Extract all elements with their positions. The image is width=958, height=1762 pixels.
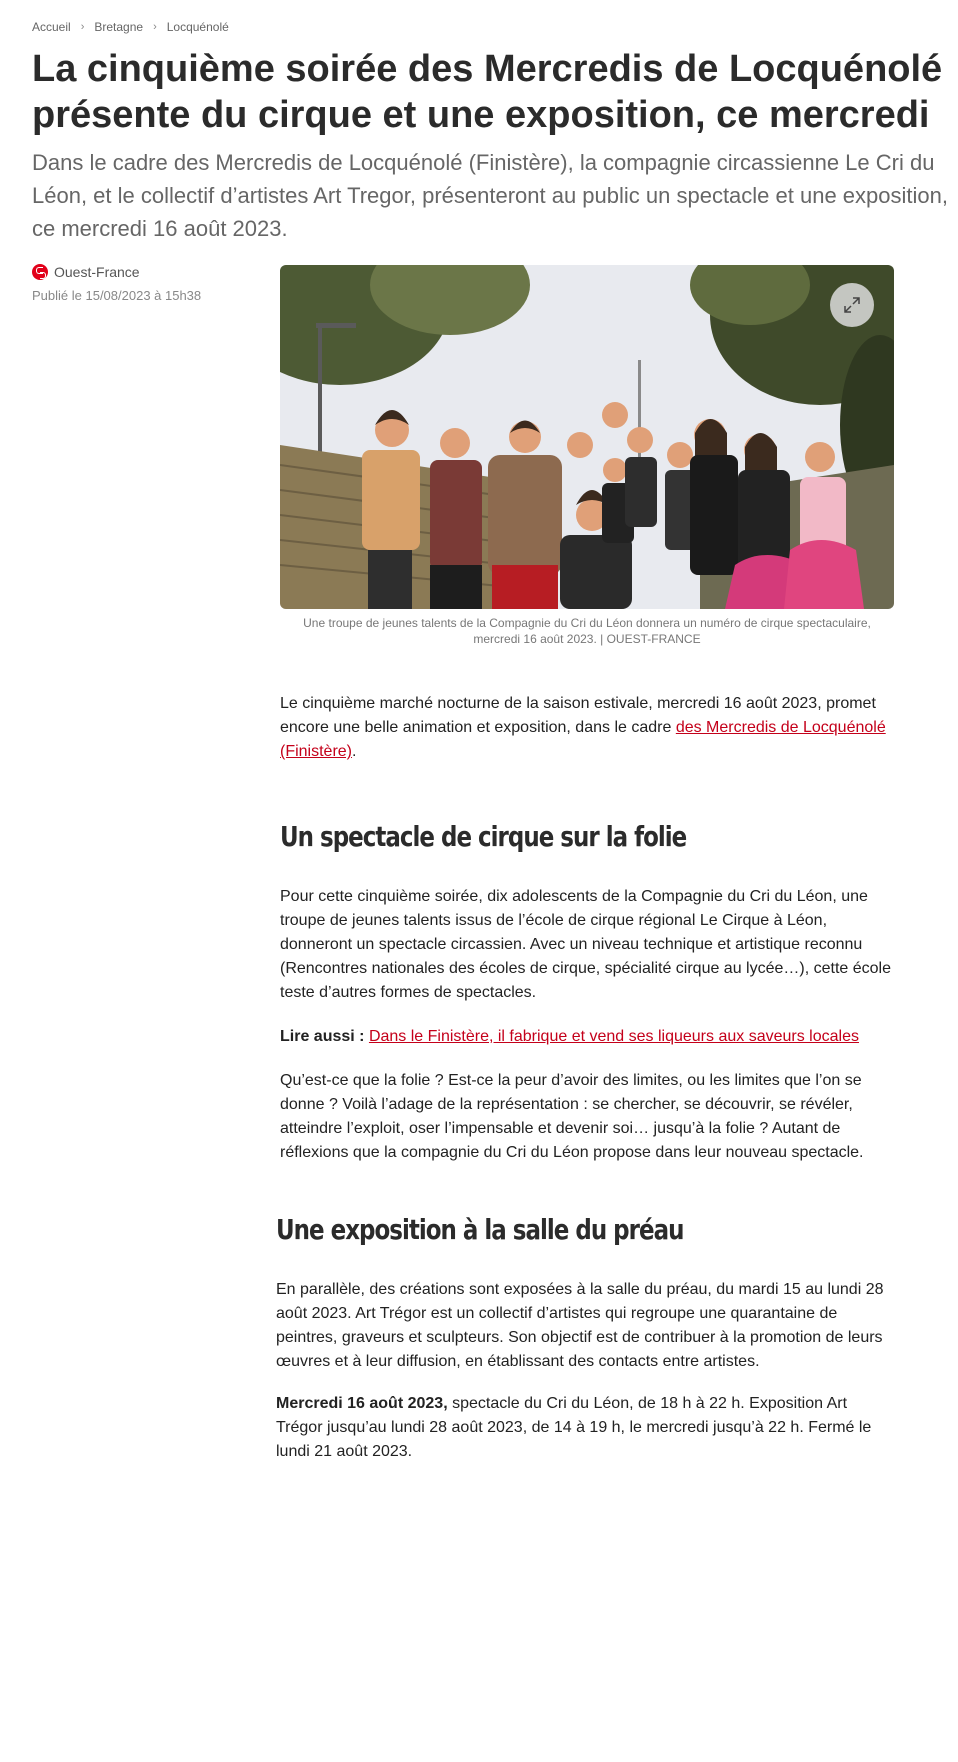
troupe-photo	[280, 265, 894, 609]
paragraph-intro-text: Le cinquième marché nocturne de la saison estivale, mercredi 16 août 2023, promet encore une belle animation et exposition, dans le cadre	[280, 695, 876, 736]
breadcrumb-region[interactable]: Bretagne	[94, 20, 144, 34]
section-heading-exposition: Une exposition à la salle du préau	[276, 1213, 684, 1246]
page-title: La cinquième soirée des Mercredis de Locquénolé présente du cirque et une exposition, ce mercredi	[32, 48, 943, 136]
expand-icon	[843, 296, 861, 314]
mercredis-link[interactable]: des Mercredis de Locquénolé (Finistère)	[280, 719, 886, 760]
paragraph-exposition-text: En parallèle, des créations sont exposées à la salle du préau, du mardi 15 au lundi 28 août 2023. Art Trégor est un collectif d’artistes qui regroupe une quarantaine de peintres, graveurs et sculpteurs. Son objectif est de contribuer à la promotion de leurs œuvres et à leur diffusion, en établissant des contacts entre artistes.	[276, 1281, 884, 1370]
article-photo[interactable]	[280, 265, 894, 609]
breadcrumb	[32, 20, 229, 34]
chevron-right-icon: ›	[153, 21, 157, 33]
paragraph-intro	[280, 692, 900, 764]
paragraph-dates	[276, 1392, 896, 1464]
read-also	[280, 1025, 900, 1049]
dates-text: spectacle du Cri du Léon, de 18 h à 22 h. Exposition Art Trégor jusqu’au lundi 28 août 2023, de 14 à 19 h, le mercredi jusqu’à 22 h. Fermé le lundi 21 août 2023.	[276, 1395, 872, 1460]
image-caption: Une troupe de jeunes talents de la Compagnie du Cri du Léon donnera un numéro de cirque spectaculaire, mercredi 16 août 2023. | OUEST-FRANCE	[303, 616, 871, 646]
chevron-right-icon: ›	[80, 21, 85, 33]
paragraph-intro-end: .	[352, 743, 357, 760]
source-name[interactable]: Ouest-France	[54, 264, 140, 280]
read-also-label: Lire aussi :	[280, 1028, 365, 1045]
paragraph-folie	[280, 1069, 900, 1165]
article-meta	[32, 264, 252, 303]
dates-bold: Mercredi 16 août 2023,	[276, 1395, 448, 1412]
paragraph-spectacle-text: Pour cette cinquième soirée, dix adolescents de la Compagnie du Cri du Léon, une troupe de jeunes talents issus de l’école de cirque régional Le Cirque à Léon, donneront un spectacle circassien. Avec un niveau technique et artistique reconnu (Rencontres nationales des écoles de cirque, spécialité cirque au lycée…), cette école teste d’autres formes de spectacles.	[280, 888, 891, 1001]
article-lead: Dans le cadre des Mercredis de Locquénolé (Finistère), la compagnie circassienne Le Cri du Léon, et le collectif d’artistes Art Tregor, présenteront au public un spectacle et une exposition, ce mercredi 16 août 2023.	[32, 150, 948, 241]
paragraph-folie-text: Qu’est-ce que la folie ? Est-ce la peur d’avoir des limites, ou les limites que l’on se donne ? Voilà l’adage de la représentation : se chercher, se découvrir, se révéler, atteindre l’exploit, oser l’impensable et devenir soi… jusqu’à la folie ? Autant de réflexions que la compagnie du Cri du Léon propose dans leur nouveau spectacle.	[280, 1072, 864, 1161]
read-also-link[interactable]: Dans le Finistère, il fabrique et vend ses liqueurs aux saveurs locales	[368, 1028, 859, 1045]
ouest-france-logo	[32, 264, 48, 280]
breadcrumb-city[interactable]: Locquénolé	[166, 20, 229, 34]
paragraph-spectacle	[280, 885, 900, 1005]
source	[32, 264, 252, 280]
paragraph-exposition	[276, 1278, 896, 1374]
section-heading-cirque: Un spectacle de cirque sur la folie	[280, 820, 687, 853]
breadcrumb-home[interactable]: Accueil	[32, 20, 71, 34]
article-figure	[280, 265, 894, 647]
expand-image-button[interactable]	[830, 283, 874, 327]
published-date: Publié le 15/08/2023 à 15h38	[32, 288, 202, 303]
